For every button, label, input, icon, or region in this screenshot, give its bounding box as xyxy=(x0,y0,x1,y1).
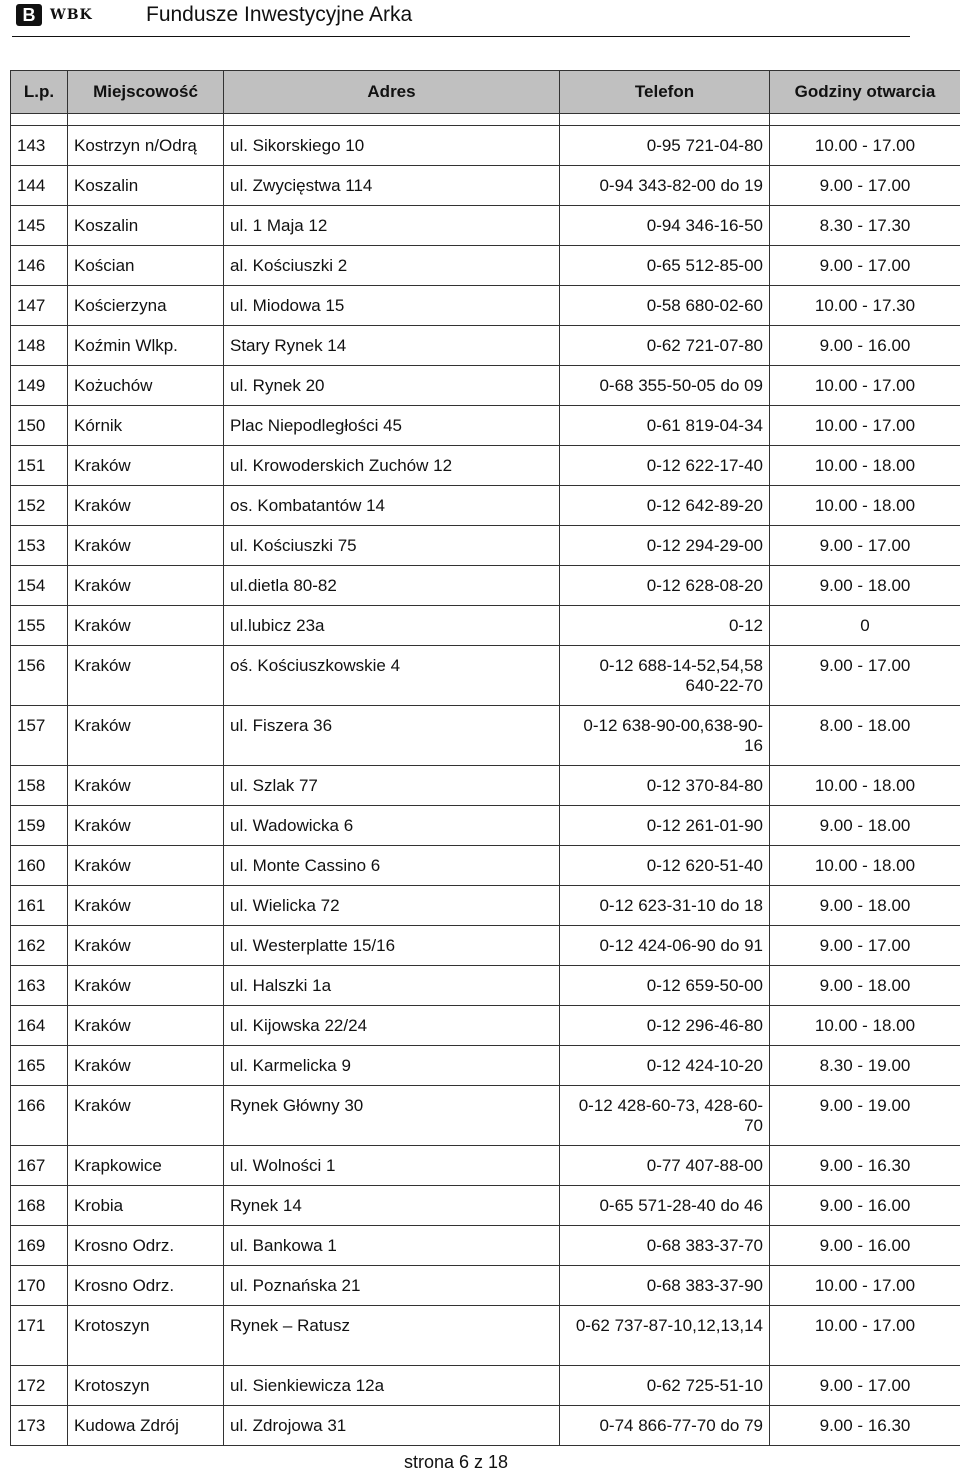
cell-city: Kudowa Zdrój xyxy=(68,1406,224,1446)
col-header-lp: L.p. xyxy=(11,71,68,114)
cell-lp: 173 xyxy=(11,1406,68,1446)
table-row xyxy=(11,1226,960,1266)
cell-lp: 148 xyxy=(11,326,68,366)
cell-address: ul. Westerplatte 15/16 xyxy=(224,926,560,966)
cell-city: Kraków xyxy=(68,926,224,966)
cell-city: Kraków xyxy=(68,606,224,646)
cell-lp: 168 xyxy=(11,1186,68,1226)
cell-hours: 10.00 - 17.00 xyxy=(770,406,960,446)
cell-address: Plac Niepodległości 45 xyxy=(224,406,560,446)
cell-hours: 10.00 - 18.00 xyxy=(770,766,960,806)
cell-phone: 0-62 721-07-80 xyxy=(560,326,770,366)
cell-lp: 171 xyxy=(11,1306,68,1366)
table-row xyxy=(11,606,960,646)
cell-lp: 153 xyxy=(11,526,68,566)
cell-address: ul. Krowoderskich Zuchów 12 xyxy=(224,446,560,486)
cell-address: ul. Fiszera 36 xyxy=(224,706,560,766)
cell-phone: 0-65 571-28-40 do 46 xyxy=(560,1186,770,1226)
cell-city: Kościan xyxy=(68,246,224,286)
table-row xyxy=(11,886,960,926)
cell-lp: 159 xyxy=(11,806,68,846)
cell-lp: 165 xyxy=(11,1046,68,1086)
cell-address: ul. Wadowicka 6 xyxy=(224,806,560,846)
cell-phone: 0-77 407-88-00 xyxy=(560,1146,770,1186)
cell-lp: 172 xyxy=(11,1366,68,1406)
cell-lp: 170 xyxy=(11,1266,68,1306)
cell-city: Koszalin xyxy=(68,166,224,206)
page-number: strona 6 z 18 xyxy=(404,1452,508,1472)
cell-address: oś. Kościuszkowskie 4 xyxy=(224,646,560,706)
cell-address: ul. Miodowa 15 xyxy=(224,286,560,326)
cell-city: Kraków xyxy=(68,1086,224,1146)
cell-city: Krotoszyn xyxy=(68,1306,224,1366)
cell-phone: 0-12 294-29-00 xyxy=(560,526,770,566)
cell-city: Kraków xyxy=(68,806,224,846)
table-row xyxy=(11,646,960,706)
cell-city: Kraków xyxy=(68,646,224,706)
cell-phone: 0-12 688-14-52,54,58 640-22-70 xyxy=(560,646,770,706)
cell-phone: 0-62 725-51-10 xyxy=(560,1366,770,1406)
table-body xyxy=(11,114,960,1446)
cell-phone: 0-12 424-06-90 do 91 xyxy=(560,926,770,966)
cell-city: Krobia xyxy=(68,1186,224,1226)
cell-lp: 156 xyxy=(11,646,68,706)
cell-lp: 164 xyxy=(11,1006,68,1046)
cell-city: Kórnik xyxy=(68,406,224,446)
table-row xyxy=(11,1046,960,1086)
cell-lp: 155 xyxy=(11,606,68,646)
cell-lp: 150 xyxy=(11,406,68,446)
cell-city: Kraków xyxy=(68,766,224,806)
cell-phone: 0-12 261-01-90 xyxy=(560,806,770,846)
branches-table xyxy=(10,70,960,1446)
cell-lp: 157 xyxy=(11,706,68,766)
col-header-hours: Godziny otwarcia xyxy=(770,71,960,114)
cell-hours: 9.00 - 16.00 xyxy=(770,1186,960,1226)
cell-city: Kraków xyxy=(68,1006,224,1046)
table-row xyxy=(11,846,960,886)
cell-hours: 9.00 - 16.30 xyxy=(770,1146,960,1186)
cell-hours: 9.00 - 17.00 xyxy=(770,526,960,566)
table-row xyxy=(11,1086,960,1146)
cell-address: ul. Halszki 1a xyxy=(224,966,560,1006)
cell-city: Kościerzyna xyxy=(68,286,224,326)
cell-address: ul. Kijowska 22/24 xyxy=(224,1006,560,1046)
cell-hours: 9.00 - 18.00 xyxy=(770,806,960,846)
cell-phone: 0-68 355-50-05 do 09 xyxy=(560,366,770,406)
cell-phone: 0-65 512-85-00 xyxy=(560,246,770,286)
cell-address: ul.dietla 80-82 xyxy=(224,566,560,606)
header-spacer-row xyxy=(11,114,960,126)
table-row xyxy=(11,526,960,566)
cell-phone: 0-12 628-08-20 xyxy=(560,566,770,606)
cell-lp: 166 xyxy=(11,1086,68,1146)
cell-hours: 8.00 - 18.00 xyxy=(770,706,960,766)
cell-address: ul. Wielicka 72 xyxy=(224,886,560,926)
table-row xyxy=(11,1306,960,1366)
page-title: Fundusze Inwestycyjne Arka xyxy=(146,2,412,28)
cell-hours: 10.00 - 18.00 xyxy=(770,446,960,486)
col-header-address: Adres xyxy=(224,71,560,114)
cell-phone: 0-12 659-50-00 xyxy=(560,966,770,1006)
cell-lp: 143 xyxy=(11,126,68,166)
cell-address: ul. Poznańska 21 xyxy=(224,1266,560,1306)
cell-hours: 9.00 - 16.30 xyxy=(770,1406,960,1446)
cell-address: ul. Karmelicka 9 xyxy=(224,1046,560,1086)
cell-city: Kraków xyxy=(68,1046,224,1086)
cell-phone: 0-12 642-89-20 xyxy=(560,486,770,526)
cell-hours: 10.00 - 17.00 xyxy=(770,1306,960,1366)
cell-phone: 0-95 721-04-80 xyxy=(560,126,770,166)
cell-hours: 9.00 - 17.00 xyxy=(770,246,960,286)
cell-phone: 0-12 xyxy=(560,606,770,646)
bank-logo-icon: B xyxy=(16,4,42,26)
cell-hours: 9.00 - 17.00 xyxy=(770,926,960,966)
cell-city: Kraków xyxy=(68,566,224,606)
table-row xyxy=(11,1366,960,1406)
cell-hours: 9.00 - 17.00 xyxy=(770,646,960,706)
cell-lp: 160 xyxy=(11,846,68,886)
table-row xyxy=(11,766,960,806)
table-row xyxy=(11,446,960,486)
table-row xyxy=(11,1266,960,1306)
cell-lp: 149 xyxy=(11,366,68,406)
cell-phone: 0-94 346-16-50 xyxy=(560,206,770,246)
cell-lp: 162 xyxy=(11,926,68,966)
cell-city: Krapkowice xyxy=(68,1146,224,1186)
cell-city: Kraków xyxy=(68,706,224,766)
cell-phone: 0-94 343-82-00 do 19 xyxy=(560,166,770,206)
cell-address: ul. Zwycięstwa 114 xyxy=(224,166,560,206)
table-row xyxy=(11,286,960,326)
cell-city: Kożuchów xyxy=(68,366,224,406)
cell-city: Kraków xyxy=(68,446,224,486)
table-row xyxy=(11,1406,960,1446)
cell-lp: 144 xyxy=(11,166,68,206)
cell-city: Kraków xyxy=(68,966,224,1006)
cell-phone: 0-12 623-31-10 do 18 xyxy=(560,886,770,926)
cell-phone: 0-12 370-84-80 xyxy=(560,766,770,806)
cell-phone: 0-12 424-10-20 xyxy=(560,1046,770,1086)
cell-phone: 0-12 296-46-80 xyxy=(560,1006,770,1046)
table-row xyxy=(11,926,960,966)
cell-address: ul. Sienkiewicza 12a xyxy=(224,1366,560,1406)
cell-hours: 10.00 - 17.30 xyxy=(770,286,960,326)
cell-hours: 10.00 - 18.00 xyxy=(770,486,960,526)
table-row xyxy=(11,1006,960,1046)
cell-phone: 0-12 428-60-73, 428-60-70 xyxy=(560,1086,770,1146)
cell-hours: 10.00 - 17.00 xyxy=(770,1266,960,1306)
cell-address: Stary Rynek 14 xyxy=(224,326,560,366)
cell-hours: 10.00 - 18.00 xyxy=(770,1006,960,1046)
cell-lp: 146 xyxy=(11,246,68,286)
cell-city: Kraków xyxy=(68,486,224,526)
cell-hours: 9.00 - 18.00 xyxy=(770,886,960,926)
table-row xyxy=(11,806,960,846)
col-header-city: Miejscowość xyxy=(68,71,224,114)
cell-address: ul. Bankowa 1 xyxy=(224,1226,560,1266)
cell-hours: 0 xyxy=(770,606,960,646)
table-row xyxy=(11,246,960,286)
cell-address: ul. Rynek 20 xyxy=(224,366,560,406)
cell-phone: 0-61 819-04-34 xyxy=(560,406,770,446)
cell-city: Kraków xyxy=(68,846,224,886)
cell-phone: 0-62 737-87-10,12,13,14 xyxy=(560,1306,770,1366)
cell-hours: 10.00 - 17.00 xyxy=(770,126,960,166)
cell-address: Rynek – Ratusz xyxy=(224,1306,560,1366)
cell-address: ul. Monte Cassino 6 xyxy=(224,846,560,886)
table-header-row xyxy=(11,71,960,114)
cell-address: ul.lubicz 23a xyxy=(224,606,560,646)
cell-lp: 161 xyxy=(11,886,68,926)
cell-lp: 145 xyxy=(11,206,68,246)
cell-city: Koszalin xyxy=(68,206,224,246)
cell-city: Kraków xyxy=(68,886,224,926)
cell-hours: 10.00 - 18.00 xyxy=(770,846,960,886)
cell-address: ul. Szlak 77 xyxy=(224,766,560,806)
table-row xyxy=(11,566,960,606)
wbk-logo: WBK xyxy=(50,7,130,23)
table-row xyxy=(11,366,960,406)
cell-phone: 0-12 638-90-00,638-90-16 xyxy=(560,706,770,766)
cell-lp: 163 xyxy=(11,966,68,1006)
cell-city: Krosno Odrz. xyxy=(68,1266,224,1306)
table-row xyxy=(11,1186,960,1226)
cell-lp: 167 xyxy=(11,1146,68,1186)
table-row xyxy=(11,406,960,446)
cell-address: ul. 1 Maja 12 xyxy=(224,206,560,246)
cell-phone: 0-68 383-37-70 xyxy=(560,1226,770,1266)
cell-city: Krosno Odrz. xyxy=(68,1226,224,1266)
cell-address: ul. Sikorskiego 10 xyxy=(224,126,560,166)
cell-lp: 151 xyxy=(11,446,68,486)
cell-phone: 0-12 622-17-40 xyxy=(560,446,770,486)
cell-address: al. Kościuszki 2 xyxy=(224,246,560,286)
cell-hours: 8.30 - 17.30 xyxy=(770,206,960,246)
table-row xyxy=(11,126,960,166)
cell-lp: 169 xyxy=(11,1226,68,1266)
cell-address: ul. Kościuszki 75 xyxy=(224,526,560,566)
table-row xyxy=(11,326,960,366)
cell-hours: 9.00 - 18.00 xyxy=(770,966,960,1006)
table-row xyxy=(11,1146,960,1186)
table-row xyxy=(11,166,960,206)
cell-city: Kostrzyn n/Odrą xyxy=(68,126,224,166)
cell-city: Kraków xyxy=(68,526,224,566)
cell-address: os. Kombatantów 14 xyxy=(224,486,560,526)
cell-city: Koźmin Wlkp. xyxy=(68,326,224,366)
table-row xyxy=(11,486,960,526)
cell-hours: 9.00 - 18.00 xyxy=(770,566,960,606)
cell-phone: 0-74 866-77-70 do 79 xyxy=(560,1406,770,1446)
cell-hours: 9.00 - 16.00 xyxy=(770,326,960,366)
cell-city: Krotoszyn xyxy=(68,1366,224,1406)
cell-hours: 9.00 - 17.00 xyxy=(770,166,960,206)
cell-lp: 154 xyxy=(11,566,68,606)
cell-hours: 8.30 - 19.00 xyxy=(770,1046,960,1086)
page-header xyxy=(12,0,910,37)
table-row xyxy=(11,706,960,766)
cell-phone: 0-68 383-37-90 xyxy=(560,1266,770,1306)
cell-address: Rynek Główny 30 xyxy=(224,1086,560,1146)
cell-hours: 9.00 - 16.00 xyxy=(770,1226,960,1266)
cell-lp: 152 xyxy=(11,486,68,526)
col-header-phone: Telefon xyxy=(560,71,770,114)
cell-lp: 147 xyxy=(11,286,68,326)
table-row xyxy=(11,206,960,246)
cell-hours: 10.00 - 17.00 xyxy=(770,366,960,406)
cell-address: Rynek 14 xyxy=(224,1186,560,1226)
cell-hours: 9.00 - 19.00 xyxy=(770,1086,960,1146)
cell-phone: 0-12 620-51-40 xyxy=(560,846,770,886)
cell-address: ul. Wolności 1 xyxy=(224,1146,560,1186)
cell-address: ul. Zdrojowa 31 xyxy=(224,1406,560,1446)
cell-lp: 158 xyxy=(11,766,68,806)
table-row xyxy=(11,966,960,1006)
cell-phone: 0-58 680-02-60 xyxy=(560,286,770,326)
cell-hours: 9.00 - 17.00 xyxy=(770,1366,960,1406)
